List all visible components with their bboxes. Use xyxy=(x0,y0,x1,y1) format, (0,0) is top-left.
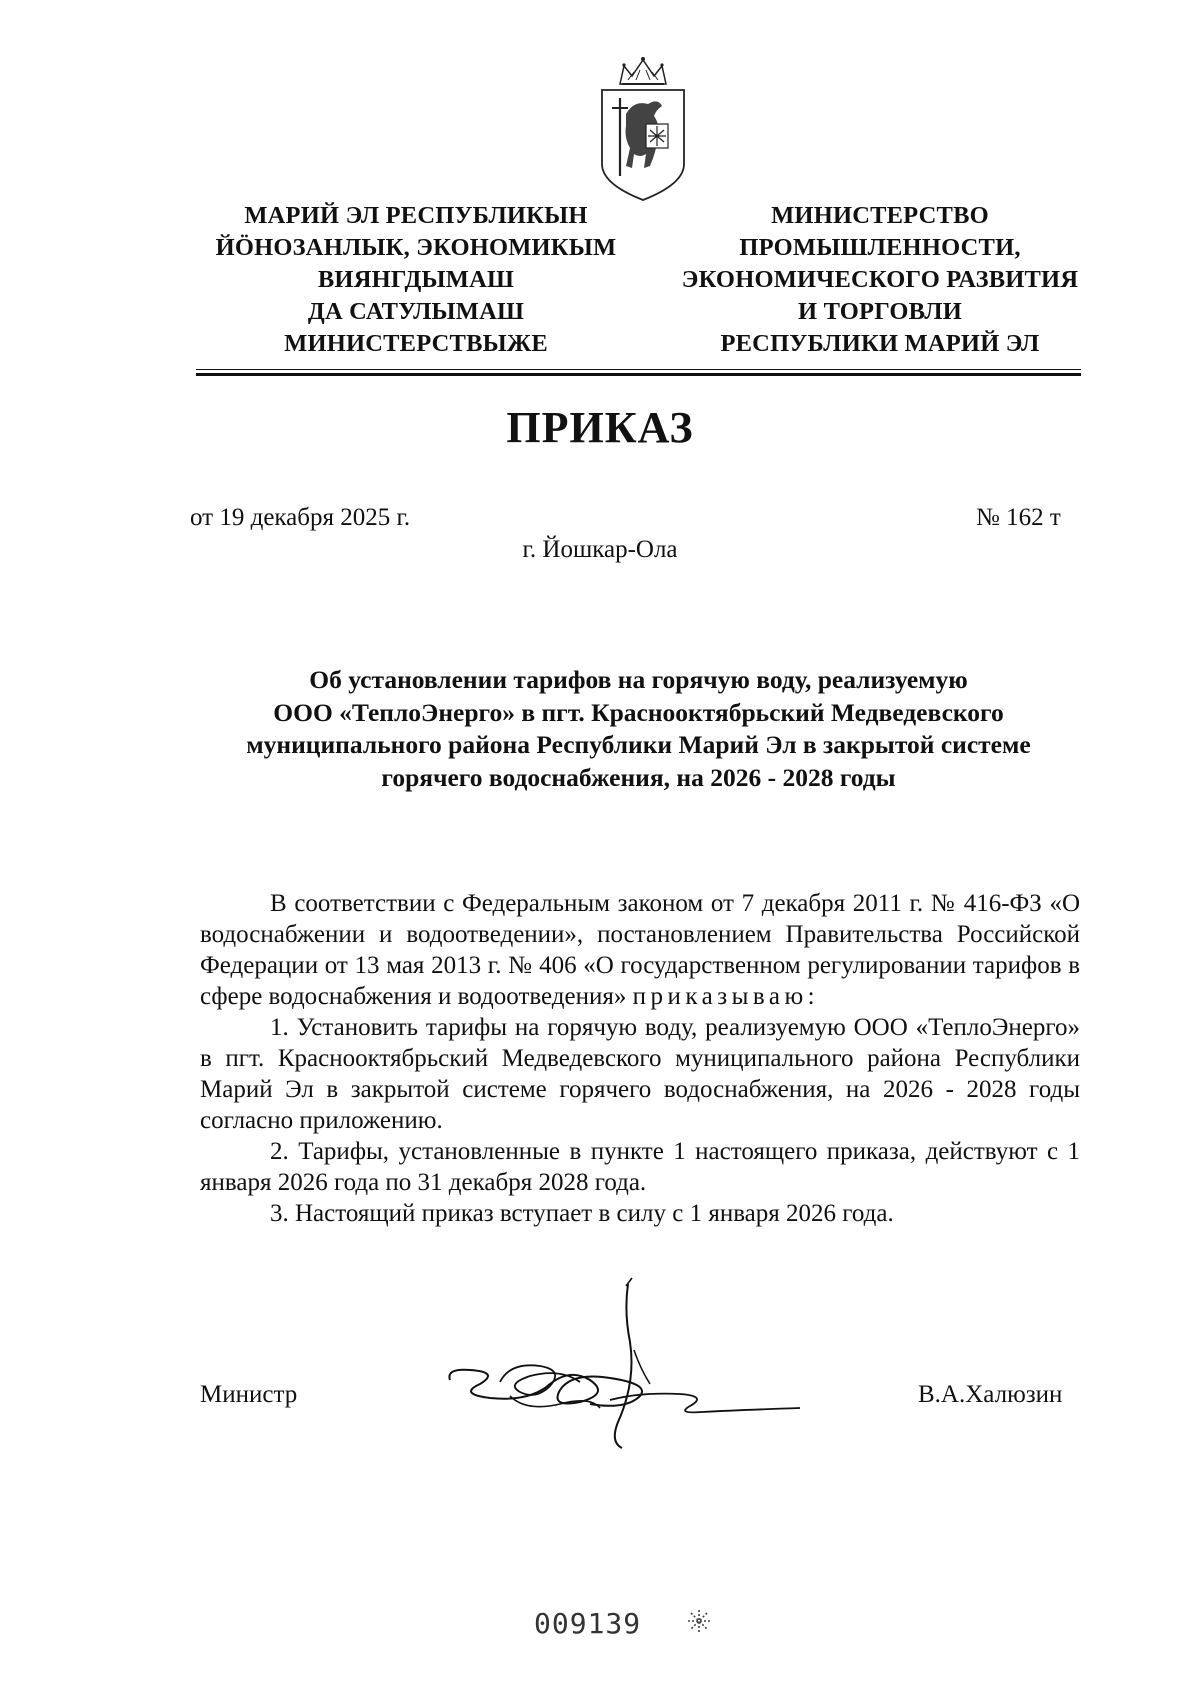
order-item: 2. Тарифы, установленные в пункте 1 настоящего приказа, действуют с 1 января 2026 года по 31 декабря 2028 года. xyxy=(200,1138,1080,1196)
document-title: ПРИКАЗ xyxy=(506,403,694,452)
subject-line: муниципального района Республики Марий Эл в закрытой системе xyxy=(246,730,1031,759)
preamble-text: В соответствии с Федеральным законом от 7 декабря 2011 г. № 416-ФЗ «О водоснабжении и водоотведении», постановлением Правительства Российской Федерации от 13 мая 2013 г. № 406 «О государственном регулировании тарифов в сфере водоснабжения и водоотведения» xyxy=(200,890,1080,1010)
document-subject xyxy=(196,664,1081,794)
order-item: 3. Настоящий приказ вступает в силу с 1 января 2026 года. xyxy=(270,1200,894,1227)
signatory-role: Министр xyxy=(200,1381,298,1408)
header-right-ministry-name xyxy=(660,200,1100,360)
preamble-paragraph xyxy=(200,888,1080,1012)
header-left-line: ЙӦНОЗАНЛЫК, ЭКОНОМИКЫМ xyxy=(215,234,617,261)
order-item: 1. Установить тарифы на горячую воду, реализуемую ООО «ТеплоЭнерго» в пгт. Краснооктябрьский Медведевского муниципального района Республики Марий Эл в закрытой системе горячего водоснабжения, на 2026 - 2028 годы согласно приложению. xyxy=(200,1014,1080,1134)
header-left-line: ДА САТУЛЫМАШ xyxy=(307,298,525,325)
subject-line: Об установлении тарифов на горячую воду, реализуемую xyxy=(309,665,968,694)
header-right-line: ПРОМЫШЛЕННОСТИ, xyxy=(739,234,1021,261)
header-right-line: И ТОРГОВЛИ xyxy=(798,298,962,325)
header-left-line: МАРИЙ ЭЛ РЕСПУБЛИКЫН xyxy=(244,202,588,229)
header-left-ministry-name xyxy=(196,200,636,360)
header-divider-thick xyxy=(196,373,1081,376)
asterisk-icon xyxy=(686,1608,712,1634)
document-body xyxy=(200,888,1080,1229)
document-date: от 19 декабря 2025 г. xyxy=(190,504,411,531)
header-left-line: МИНИСТЕРСТВЫЖЕ xyxy=(284,330,548,357)
header-left-line: ВИЯНГДЫМАШ xyxy=(317,266,515,293)
handwritten-signature xyxy=(440,1272,820,1452)
order-word: приказываю: xyxy=(632,983,820,1010)
header-right-line: МИНИСТЕРСТВО xyxy=(771,202,989,229)
header-divider-thin xyxy=(196,369,1081,370)
subject-line: ООО «ТеплоЭнерго» в пгт. Краснооктябрьский Медведевского xyxy=(273,697,1004,727)
signatory-name: В.А.Халюзин xyxy=(918,1381,1063,1408)
form-serial-number: 009139 xyxy=(534,1607,642,1640)
subject-line: горячего водоснабжения, на 2026 - 2028 годы xyxy=(381,762,896,792)
coat-of-arms-icon xyxy=(598,54,688,204)
document-city: г. Йошкар-Ола xyxy=(522,536,678,563)
header-right-line: ЭКОНОМИЧЕСКОГО РАЗВИТИЯ xyxy=(681,266,1079,293)
document-number: № 162 т xyxy=(976,504,1061,531)
header-right-line: РЕСПУБЛИКИ МАРИЙ ЭЛ xyxy=(720,330,1040,357)
